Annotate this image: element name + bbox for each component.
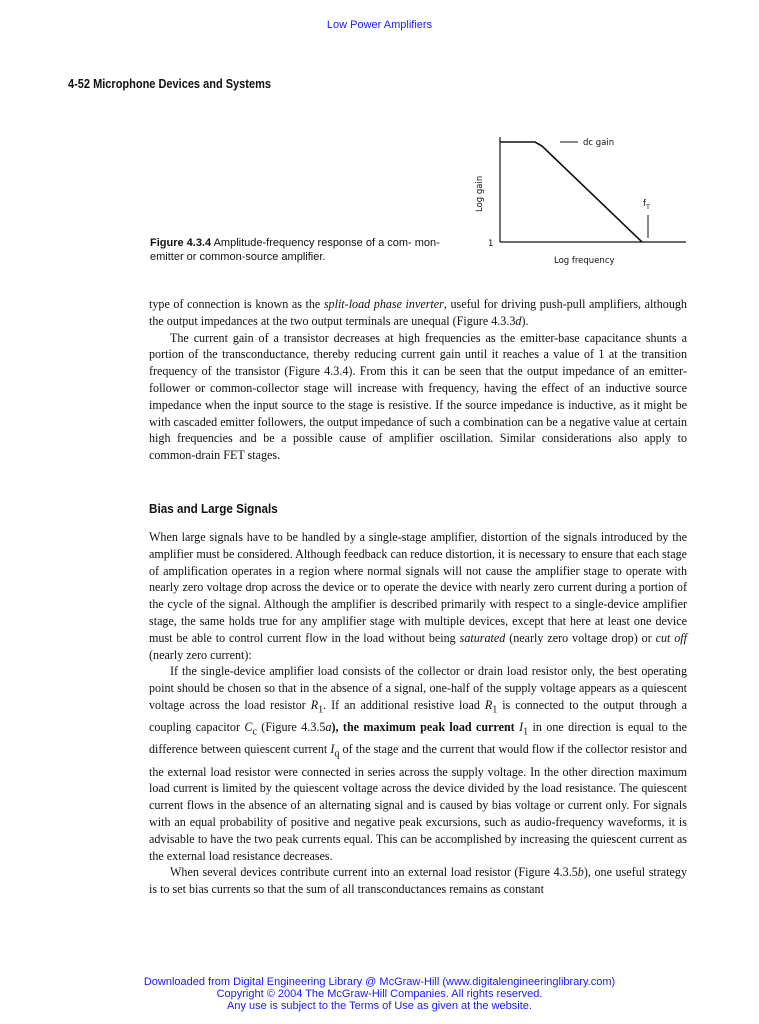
paragraph-2: The current gain of a transistor decreases at high frequencies as the emitter-base capacitance shunts a portion of the transconductance, thereby reducing current gain until it reaches a value of 1 at the transition frequency of the transistor (Figure 4.3.4). From this it can be seen that the output impedance of an emitter-follower or common-collector stage will increase with frequency, having the effect of an inductive source impedance when the input source to the stage is resistive. If the source impedance is inductive, as it might be with cascaded emitter followers, the output impedance of such a combination can be a negative value at certain high frequencies and be a possible cause of amplifier oscillation. Similar considerations also apply to common-drain FET stages. [149,330,687,463]
footer-terms-link[interactable]: Any use is subject to the Terms of Use as given at the website. [227,1000,532,1012]
caption-text: Amplitude-frequency response of a com- mon-emitter or common-source amplifier. [150,237,440,263]
x-axis-label: Log frequency [554,256,615,266]
paragraph-4: If the single-device amplifier load consists of the collector or drain load resistor only, the best operating point should be chosen so that in the absence of a signal, one-half of the supply voltage appears as a quiescent voltage across the load resistor $R_1$. If an additional resistive load $R_1$ is connected to the output through a coupling capacitor $C_c$ (Figure 4.3.5a), the maximum peak load current $I_1$ in one direction is equal to the difference between quiescent current $I_q$ of the stage and the current that would flow if the collector resistor and the external load resistor were connected in series across the supply voltage. In the other direction maximum load current is limited by the quiescent voltage across the device divided by the load resistance. The quiescent current flows in the absence of an alternating signal and is caused by bias voltage or current only. For signals with an equal probability of positive and negative peak excursions, such as audio-frequency waveforms, it is advisable to have the two peak currents equal. This can be accomplished by increasing the quiescent current as the external load resistance decreases. [149,664,688,863]
paragraph-1: type of connection is known as the split-load phase inverter, useful for driving push-pull amplifiers, although the output impedances at the two output terminals are unequal (Figure 4.3.3d). [149,297,687,328]
footer [0,976,759,1012]
dc-gain-label: dc gain [583,138,615,148]
bias-section-header: Bias and Large Signals [149,501,278,516]
figure-caption [150,236,455,264]
paragraph-5: When several devices contribute current into an external load resistor (Figure 4.3.5b), one useful strategy is to set bias currents so that the sum of all transconductances remains as constant [149,865,687,897]
caption-label: Figure 4.3.4 [150,237,212,249]
body-text-lower [149,529,687,898]
footer-copyright: Copyright © 2004 The McGraw-Hill Companies. All rights reserved. [216,988,543,1000]
ft-label: $f_T$ [643,199,650,211]
paragraph-3: When large signals have to be handled by a single-stage amplifier, distortion of the signals introduced by the amplifier must be considered. Although feedback can reduce distortion, it is necessary to ensure that each stage of amplification operates in a region where normal signals will not cause the amplifier stage to operate with nearly zero voltage drop across the device or to operate the device with nearly zero current during a portion of the cycle of the signal. Although the amplifier is described primarily with respect to a single-device amplifier stage, the same holds true for any amplifier stage with multiple devices, except that here at least one device must be able to control current flow in the load without being saturated (nearly zero voltage drop) or cut off (nearly zero current): [149,530,688,662]
top-link[interactable]: Low Power Amplifiers [326,19,433,31]
section-header: 4-52 Microphone Devices and Systems [68,77,271,91]
footer-download-link[interactable]: Downloaded from Digital Engineering Library @ McGraw-Hill (www.digitalengineeringlibrary.com) [143,976,616,988]
gain-curve [500,142,642,242]
body-text-upper [149,296,687,464]
y-axis-label: Log gain [475,175,485,212]
frequency-response-figure [470,132,700,272]
one-label: 1 [488,239,494,249]
